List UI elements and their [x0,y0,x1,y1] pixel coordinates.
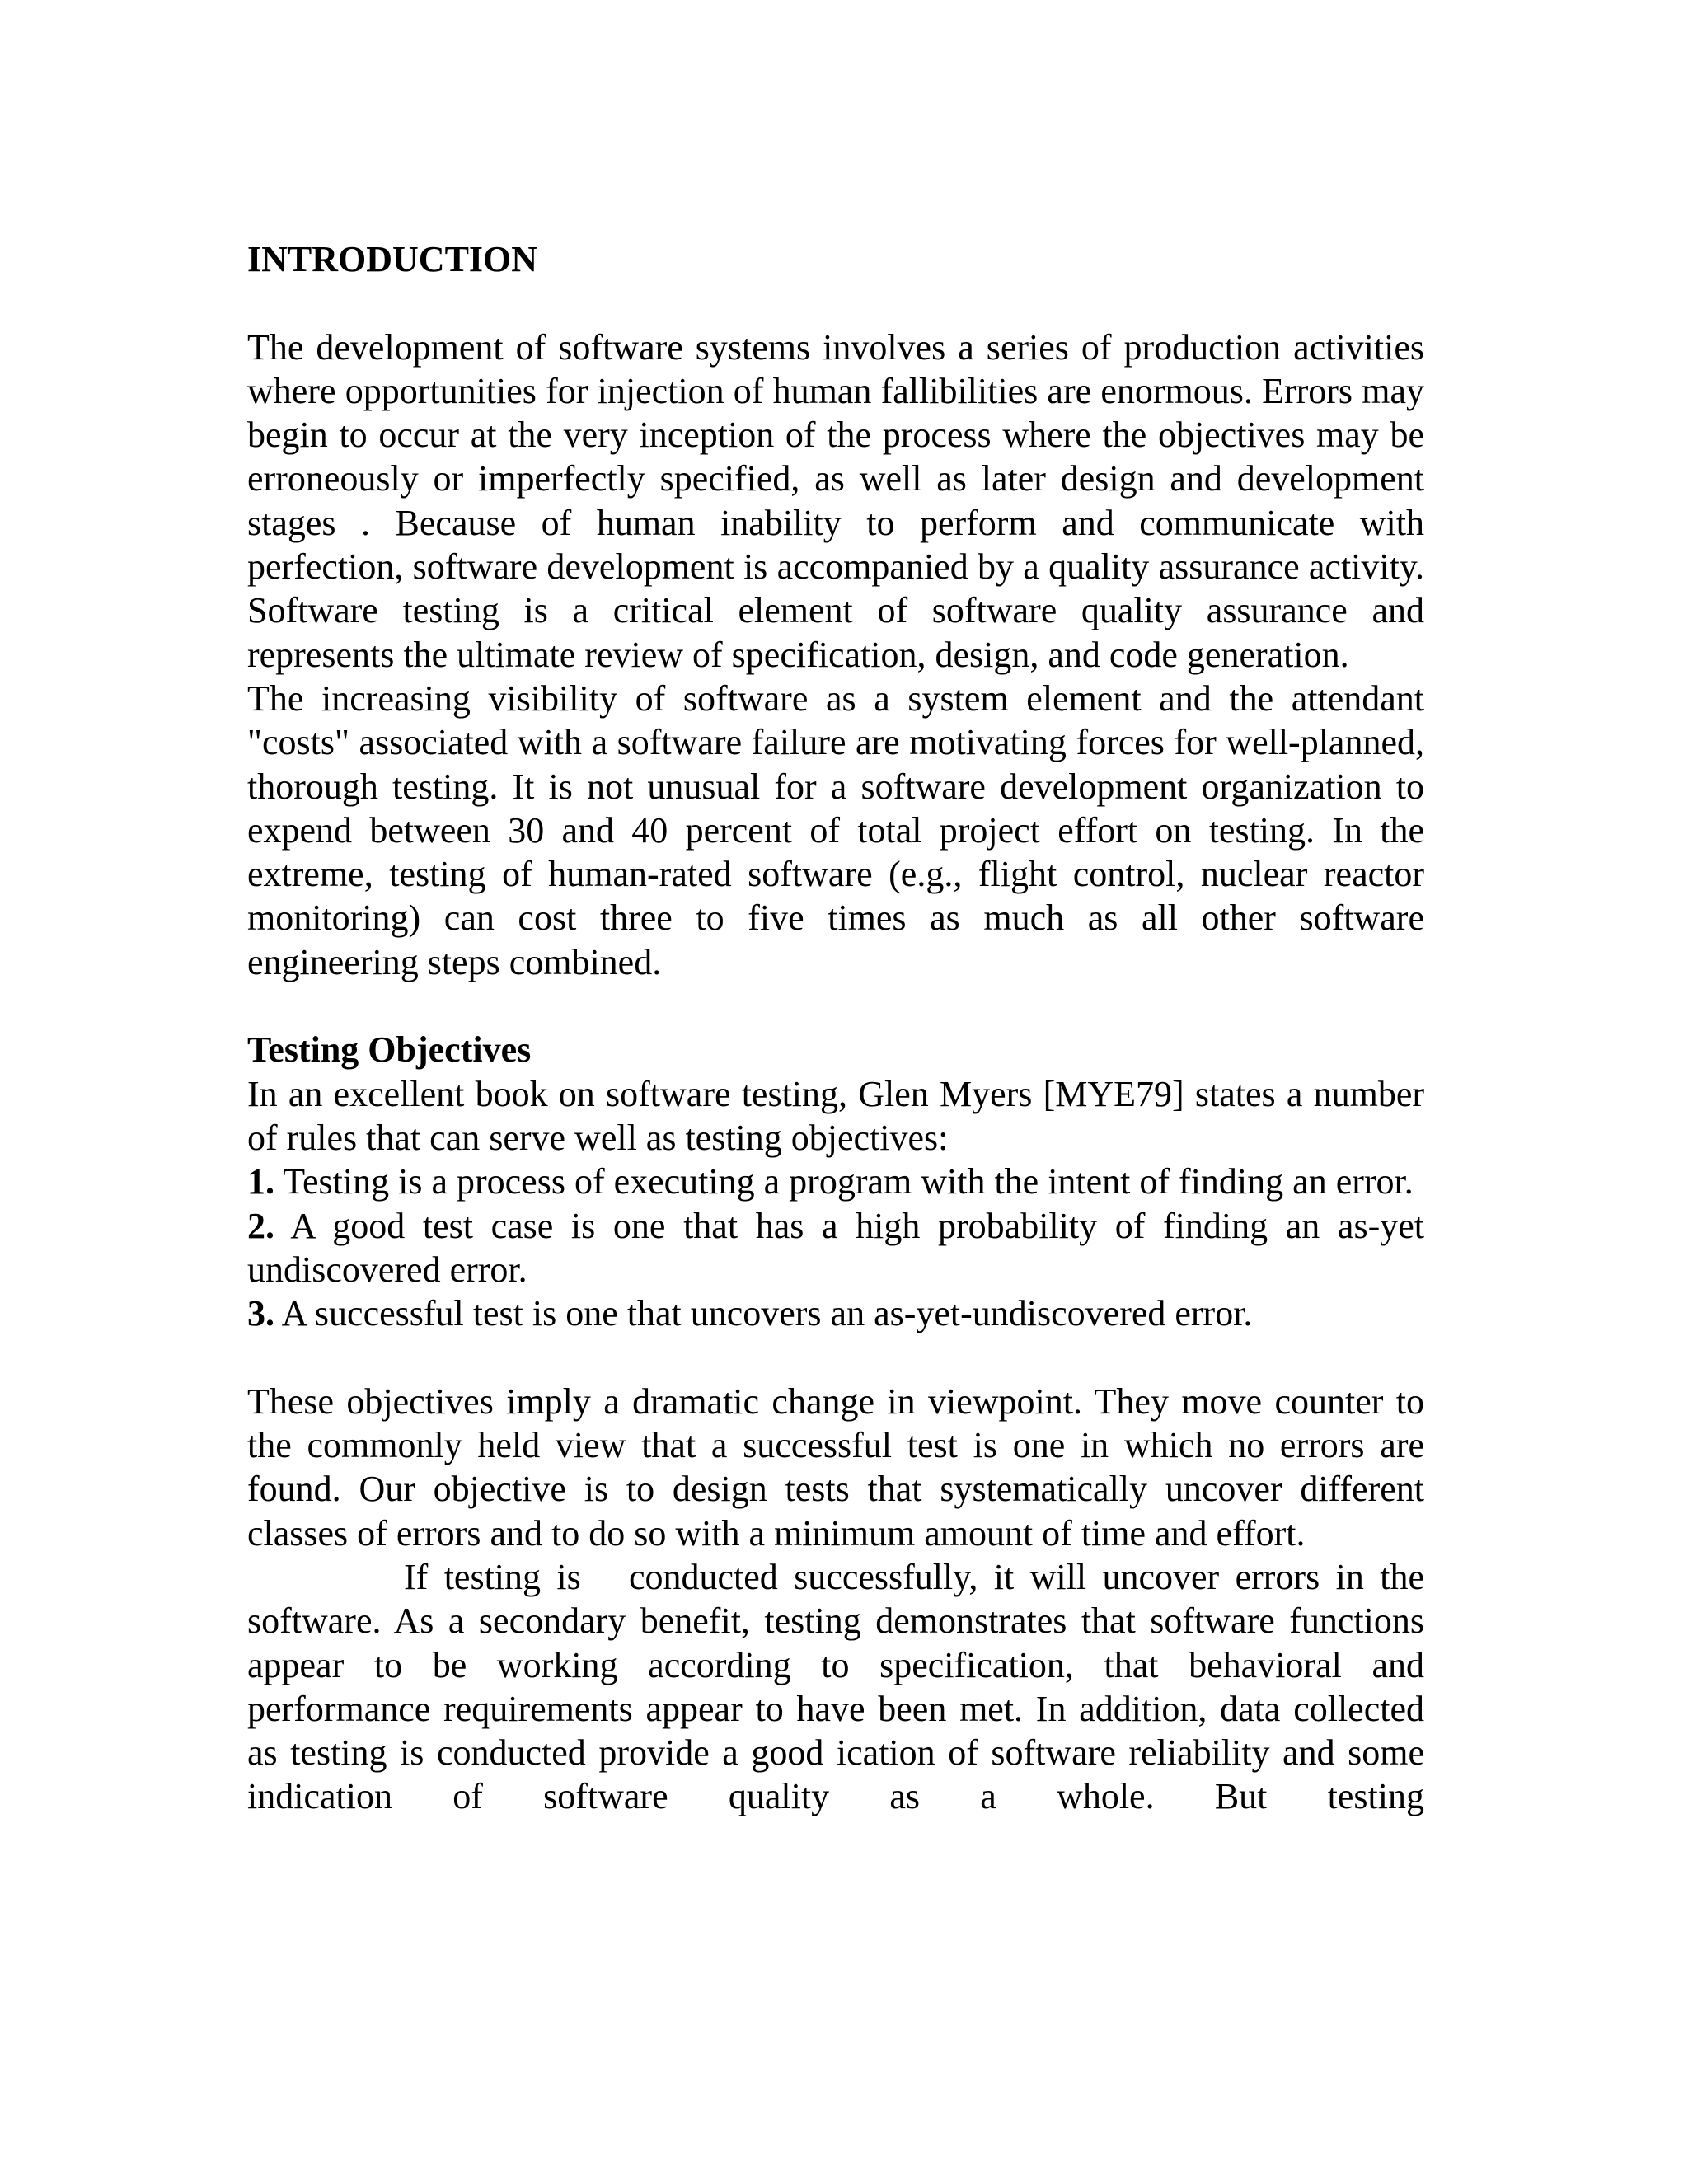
intro-paragraph-1: The development of software systems involves a series of production activities where opportunities for injection of human fallibilities are enormous. Errors may begin to occur at the very inception of the process where the objectives may be erroneously or imperfectly specified, as well as later design and development stages . Because of human inability to perform and communicate with perfection, software development is accompanied by a quality assurance activity. Software testing is a critical element of software quality assurance and represents the ultimate review of specification, design, and code generation. [247,326,1424,675]
objective-number: 2. [247,1205,274,1246]
objective-number: 3. [247,1293,274,1334]
objectives-paragraph-4: If testing is conducted successfully, it will uncover errors in the software. As a secondary benefit, testing demonstrates that software functions appear to be working according to specification, that behavioral and performance requirements appear to have been met. In addition, data collected as testing is conducted provide a good ication of software reliability and some indication of software quality as a whole. But testing [247,1556,1433,1817]
intro-paragraph-2: The increasing visibility of software as a system element and the attendant "costs" associated with a software failure are motivating forces for well-planned, thorough testing. It is not unusual for a software development organization to expend between 30 and 40 percent of total project effort on testing. In the extreme, testing of human-rated software (e.g., flight control, nuclear reactor monitoring) can cost three to five times as much as all other software engineering steps combined. [247,677,1424,982]
objectives-lead-paragraph: In an excellent book on software testing, Glen Myers [MYE79] states a number of rules that can serve well as testing objectives: [247,1073,1424,1158]
introduction-heading: INTRODUCTION [247,239,538,279]
document-page [247,237,1433,1819]
objective-text: A successful test is one that uncovers an as-yet-undiscovered error. [274,1293,1253,1334]
spacer [247,281,1424,325]
spacer [247,984,1424,1028]
objective-number: 1. [247,1161,274,1202]
objectives-paragraph-3: These objectives imply a dramatic change in viewpoint. They move counter to the commonly held view that a successful test is one in which no errors are found. Our objective is to design tests that systematically uncover different classes of errors and to do so with a minimum amount of time and effort. [247,1380,1424,1554]
objective-item-2 [247,1204,1424,1292]
objective-item-3 [247,1291,1424,1335]
objective-text: Testing is a process of executing a program with the intent of finding an error. [274,1161,1414,1202]
spacer [247,1335,1424,1379]
objective-text: A good test case is one that has a high probability of finding an as-yet undiscovered error. [247,1205,1424,1290]
testing-objectives-heading: Testing Objectives [247,1029,532,1071]
objective-item-1 [247,1160,1424,1203]
